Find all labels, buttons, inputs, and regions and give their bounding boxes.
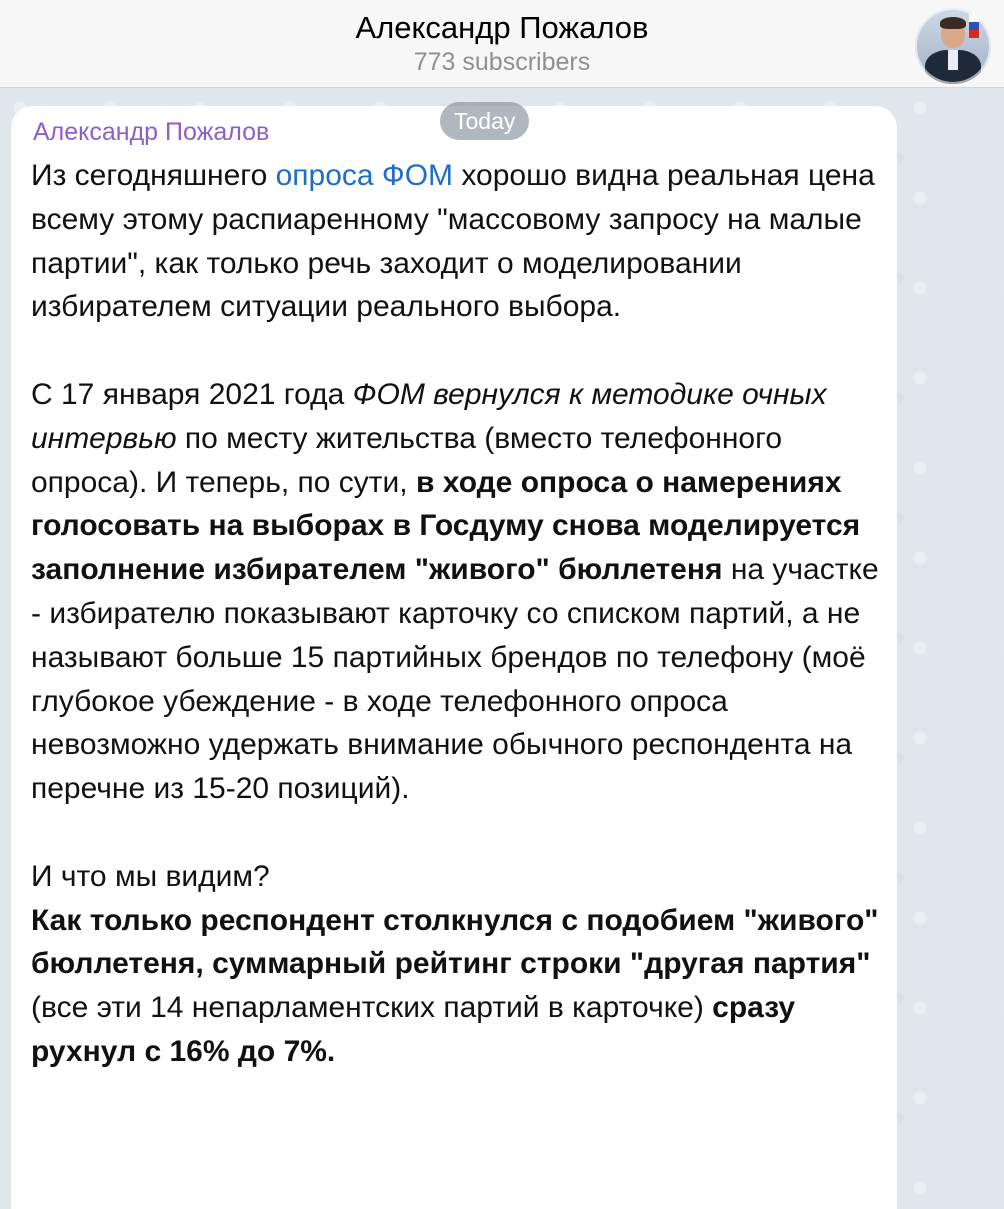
p3-bold-1: Как только респондент столкнулся с подобием "живого" бюллетеня, суммарный рейтинг строки "другая партия": [31, 903, 879, 981]
paragraph-gap: [31, 811, 881, 855]
p1-text-2: хорошо видна реальная цена всему этому распиаренному "массовому запросу на малые партии", как только речь заходит о моделировании избирателем ситуации реального выбора.: [31, 159, 875, 324]
date-pill: Today: [440, 102, 529, 140]
p2-text-3: на участке - избирателю показывают карточку со списком партий, а не называют больше 15 партийных брендов по телефону (моё глубокое убеждение - в ходе телефонного опроса невозможно удержать внимание обычного респондента на перечне из 15-20 позиций).: [31, 553, 879, 806]
paragraph-3-line-1: И что мы видим?: [31, 859, 270, 893]
p1-text-1: Из сегодняшнего: [31, 159, 276, 192]
paragraph-3: [31, 899, 881, 1074]
paragraph-gap: [31, 329, 881, 373]
avatar-ring: [915, 8, 991, 84]
fom-poll-link[interactable]: опроса ФОМ: [275, 159, 454, 192]
paragraph-2: [31, 373, 881, 811]
channel-header: [0, 0, 1004, 88]
subscriber-count: 773 subscribers: [413, 48, 591, 76]
paragraph-1: [31, 154, 881, 329]
message-bubble[interactable]: [11, 106, 897, 1209]
channel-title[interactable]: Александр Пожалов: [355, 10, 649, 45]
p3-text-2: (все эти 14 непарламентских партий в карточке): [31, 991, 713, 1025]
message-text: [31, 154, 881, 1074]
p2-italic: ФОМ вернулся к методике очных интервью: [31, 377, 827, 455]
p3-bold-2: сразу рухнул с 16% до 7%.: [31, 991, 796, 1068]
p2-text-2: по месту жительства (вместо телефонного опроса). И теперь, по сути,: [31, 421, 783, 499]
p2-bold: в ходе опроса о намерениях голосовать на выборах в Госдуму снова моделируется заполнение избирателем "живого" бюллетеня: [31, 465, 861, 587]
p2-text-1: С 17 января 2021 года: [31, 377, 353, 411]
message-sender[interactable]: Александр Пожалов: [33, 118, 270, 146]
profile-photo-icon[interactable]: [915, 8, 991, 84]
